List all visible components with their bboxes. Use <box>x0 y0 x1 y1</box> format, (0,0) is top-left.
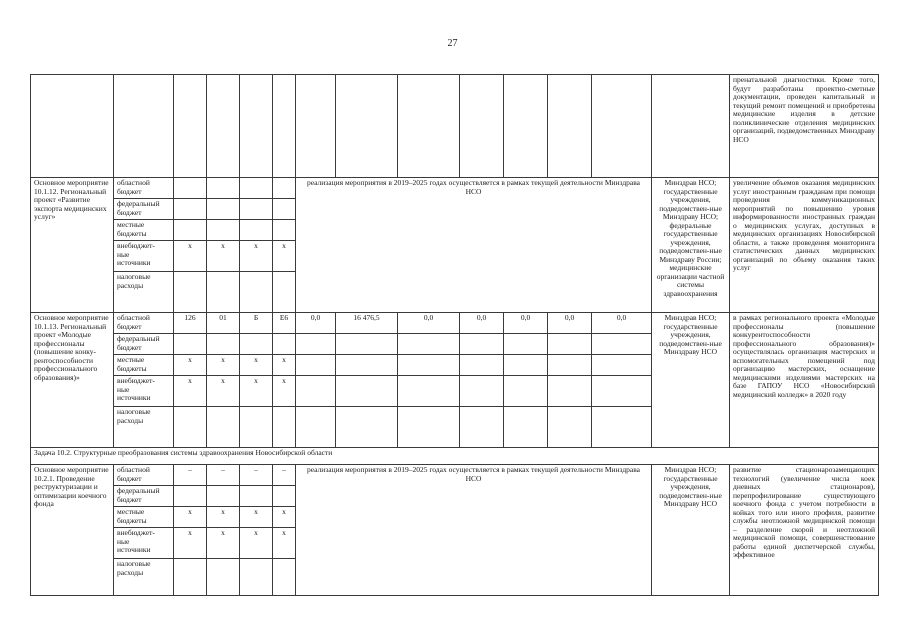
measure-name-cell: Основное мероприятие 10.2.1. Проведение реструктуризации и оптимизации коечного фонда <box>31 465 114 596</box>
code-cell: х <box>207 355 240 376</box>
code-cell: х <box>273 241 296 272</box>
table-row-continuation <box>31 75 879 178</box>
source-cell: областной бюджет <box>114 465 174 486</box>
source-cell: налоговые расходы <box>114 559 174 596</box>
code-cell: х <box>240 241 273 272</box>
executor-cell: Минздрав НСО; государственные учреждения, подведомствен-ные Минздраву НСО <box>652 313 730 448</box>
source-cell: областной бюджет <box>114 313 174 334</box>
result-cell: пренатальной диагностики. Кроме того, будут разработаны проектно-сметные документации, проведен капитальный и текущий ремонт помещений и приобретены медицинские изделия в детские поликлинические отделения медицинских организаций, подведомственных Минздраву НСО <box>730 75 879 178</box>
source-cell: федеральный бюджет <box>114 199 174 220</box>
source-cell: внебюджет- ные источники <box>114 241 174 272</box>
code-cell: х <box>273 376 296 407</box>
code-cell: х <box>174 528 207 559</box>
source-cell: местные бюджеты <box>114 507 174 528</box>
code-cell: х <box>273 528 296 559</box>
code-cell: х <box>207 507 240 528</box>
value-cell: 0,0 <box>592 313 652 334</box>
code-cell: 01 <box>207 313 240 334</box>
implementation-note: реализация мероприятия в 2019–2025 годах осуществляется в рамках текущей деятельности Минздрава НСО <box>296 465 652 596</box>
code-cell: х <box>207 376 240 407</box>
code-cell: Е6 <box>273 313 296 334</box>
result-cell: увеличение объемов оказания медицинских услуг иностранным гражданам при помощи проведения коммуникационных мероприятий по повышению уровня информированности иностранных граждан о медицинских услугах, доступных в медицинских организациях Новосибирской области, а также проведения мониторинга статистических данных медицинских организаций по объему оказания таких услуг <box>730 178 879 313</box>
program-table <box>30 74 879 596</box>
value-cell: 0,0 <box>504 313 548 334</box>
code-cell: Б <box>240 313 273 334</box>
code-cell: х <box>174 507 207 528</box>
value-cell: 16 476,5 <box>336 313 398 334</box>
table-row <box>31 178 879 199</box>
code-cell: х <box>273 507 296 528</box>
source-cell: внебюджет- ные источники <box>114 376 174 407</box>
code-cell: х <box>240 507 273 528</box>
table-row <box>31 465 879 486</box>
executor-cell: Минздрав НСО; государственные учреждения, подведомствен-ные Минздраву НСО; федеральные государственные учреждения, подведомствен-ные Минздраву России; медицинские организации частной системы здравоохранения <box>652 178 730 313</box>
value-cell: 0,0 <box>398 313 460 334</box>
code-cell: – <box>174 465 207 486</box>
table-row <box>31 313 879 334</box>
task-header: Задача 10.2. Структурные преобразования системы здравоохранения Новосибирской области <box>31 448 879 465</box>
code-cell: х <box>273 355 296 376</box>
executor-cell: Минздрав НСО; государственные учреждения, подведомствен-ные Минздраву НСО <box>652 465 730 596</box>
code-cell: х <box>240 528 273 559</box>
source-cell: внебюджет- ные источники <box>114 528 174 559</box>
source-cell: местные бюджеты <box>114 355 174 376</box>
measure-name-cell: Основное мероприятие 10.1.12. Региональный проект «Развитие экспорта медицинских услуг» <box>31 178 114 313</box>
source-cell: областной бюджет <box>114 178 174 199</box>
source-cell: налоговые расходы <box>114 272 174 313</box>
code-cell: – <box>207 465 240 486</box>
code-cell: 126 <box>174 313 207 334</box>
code-cell: х <box>207 241 240 272</box>
code-cell: х <box>207 528 240 559</box>
code-cell: х <box>240 355 273 376</box>
source-cell: федеральный бюджет <box>114 334 174 355</box>
value-cell: 0,0 <box>548 313 592 334</box>
code-cell: х <box>174 241 207 272</box>
code-cell: х <box>174 355 207 376</box>
measure-name-cell: Основное мероприятие 10.1.13. Региональный проект «Молодые профессионалы (повышение конку-рентоспособности профессионального образования)» <box>31 313 114 448</box>
value-cell: 0,0 <box>296 313 336 334</box>
task-row <box>31 448 879 465</box>
code-cell: – <box>273 465 296 486</box>
result-cell: в рамках регионального проекта «Молодые профессионалы (повышение конкурентоспособности профессионального образования)» осуществлялась организация мастерских и вспомогательных помещений под организацию мастерских, оснащение медицинскими изделиями мастерских на базе ГАПОУ НСО «Новосибирский медицинский колледж» в 2020 году <box>730 313 879 448</box>
implementation-note: реализация мероприятия в 2019–2025 годах осуществляется в рамках текущей деятельности Минздрава НСО <box>296 178 652 313</box>
value-cell: 0,0 <box>460 313 504 334</box>
page-number: 27 <box>447 38 458 49</box>
code-cell: – <box>240 465 273 486</box>
code-cell: х <box>174 376 207 407</box>
source-cell: федеральный бюджет <box>114 486 174 507</box>
result-cell: развитие стационарозамещающих технологий (увеличение числа коек дневных стационаров), перепрофилирование существующего коечного фонда с учетом потребности в койках того или иного профиля, развитие службы неотложной медицинской помощи – разделение скорой и неотложной медицинской помощи, совершенствование работы единой диспетчерской службы, эффективное <box>730 465 879 596</box>
source-cell: налоговые расходы <box>114 407 174 448</box>
source-cell: местные бюджеты <box>114 220 174 241</box>
code-cell: х <box>240 376 273 407</box>
